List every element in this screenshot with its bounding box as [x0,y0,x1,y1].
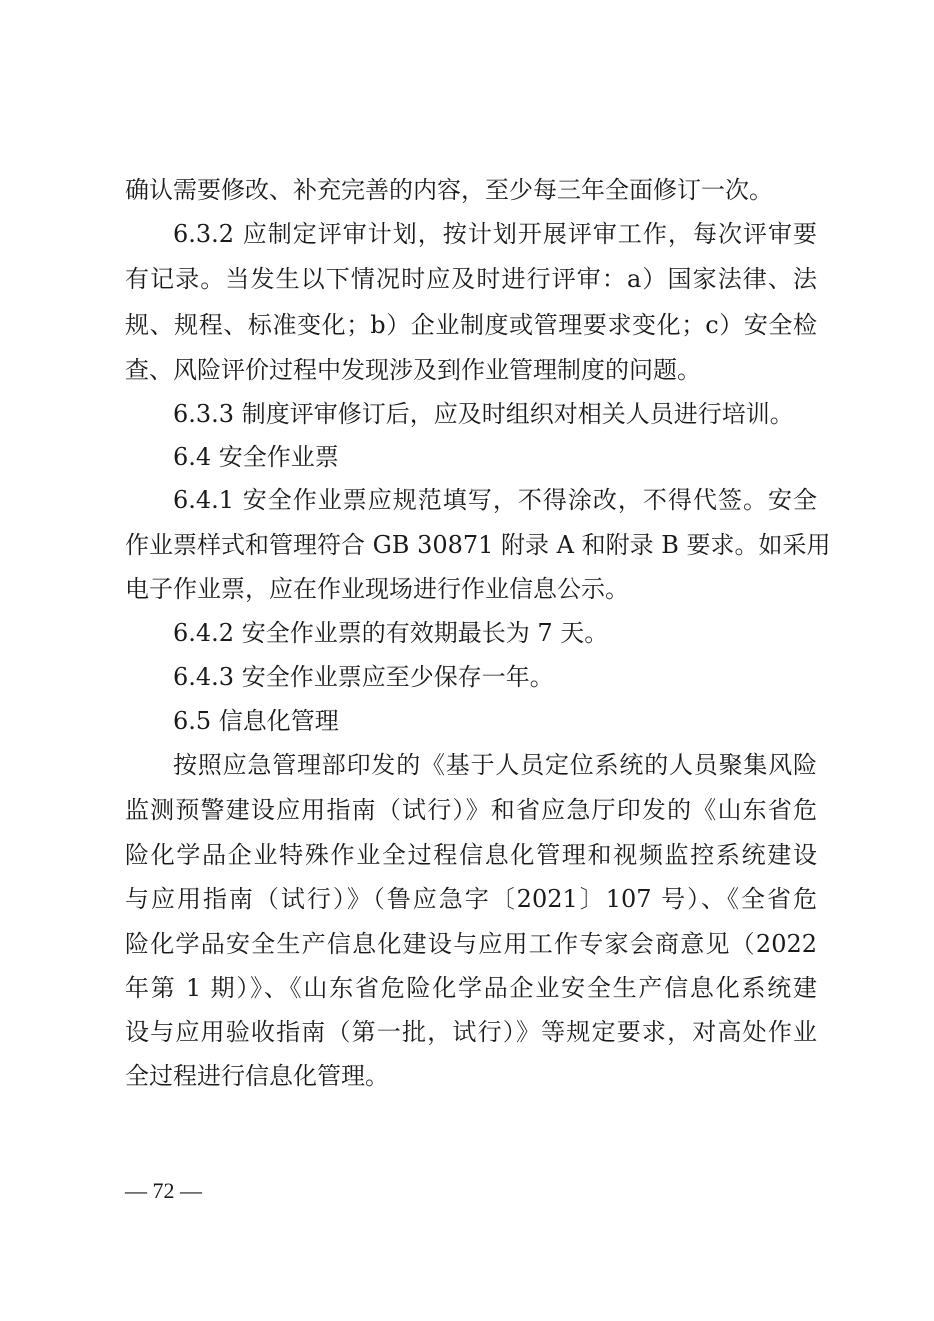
text-line-3: 有记录。当发生以下情况时应及时进行评审：a）国家法律、法 [125,265,817,293]
heading-6-5: 6.5 信息化管理 [173,707,339,735]
paragraph-line [0,569,934,609]
paragraph-line [0,525,934,565]
paragraph-line [0,657,934,697]
text-line-9: 作业票样式和管理符合 GB 30871 附录 A 和附录 B 要求。如采用 [125,531,831,559]
page-number: — 72 — [125,1178,202,1203]
text-line-10: 电子作业票，应在作业现场进行作业信息公示。 [125,575,629,603]
paragraph-line [0,1012,934,1052]
text-line-11: 6.4.2 安全作业票的有效期最长为 7 天。 [173,619,609,647]
text-line-16: 险化学品企业特殊作业全过程信息化管理和视频监控系统建设 [125,841,817,869]
text-line-18: 险化学品安全生产信息化建设与应用工作专家会商意见（2022 [125,930,817,958]
paragraph-line [0,394,934,434]
text-line-20: 设与应用验收指南（第一批，试行）》等规定要求，对高处作业 [125,1018,817,1046]
text-line-2: 6.3.2 应制定评审计划，按计划开展评审工作，每次评审要 [173,220,817,248]
text-line-1: 确认需要修改、补充完善的内容，至少每三年全面修订一次。 [125,176,773,204]
text-line-6: 6.3.3 制度评审修订后，应及时组织对相关人员进行培训。 [173,400,794,428]
paragraph-line [0,613,934,653]
paragraph-line [0,968,934,1008]
heading-6-4: 6.4 安全作业票 [173,443,339,471]
paragraph-line [0,170,934,210]
text-line-12: 6.4.3 安全作业票应至少保存一年。 [173,663,554,691]
text-line-4: 规、规程、标准变化；b）企业制度或管理要求变化；c）安全检 [125,311,817,339]
paragraph-line [0,214,934,254]
paragraph-line [0,305,934,345]
paragraph-line [0,790,934,830]
text-line-21: 全过程进行信息化管理。 [125,1062,389,1090]
paragraph-line [0,924,934,964]
text-line-8: 6.4.1 安全作业票应规范填写，不得涂改，不得代签。安全 [173,486,817,514]
text-line-17: 与应用指南（试行）》（鲁应急字〔2021〕107 号）、《全省危 [125,885,817,913]
text-line-5: 查、风险评价过程中发现涉及到作业管理制度的问题。 [125,356,701,384]
section-heading [0,701,934,741]
text-line-19: 年第 1 期）》、《山东省危险化学品企业安全生产信息化系统建 [125,974,817,1002]
text-line-14: 按照应急管理部印发的《基于人员定位系统的人员聚集风险 [173,751,817,779]
paragraph-line [0,259,934,299]
paragraph-line [0,745,934,785]
paragraph-line [0,1056,934,1096]
paragraph-line [0,835,934,875]
paragraph-line [0,480,934,520]
text-line-15: 监测预警建设应用指南（试行）》和省应急厅印发的《山东省危 [125,796,817,824]
paragraph-line [0,350,934,390]
paragraph-line [0,879,934,919]
section-heading [0,437,934,477]
